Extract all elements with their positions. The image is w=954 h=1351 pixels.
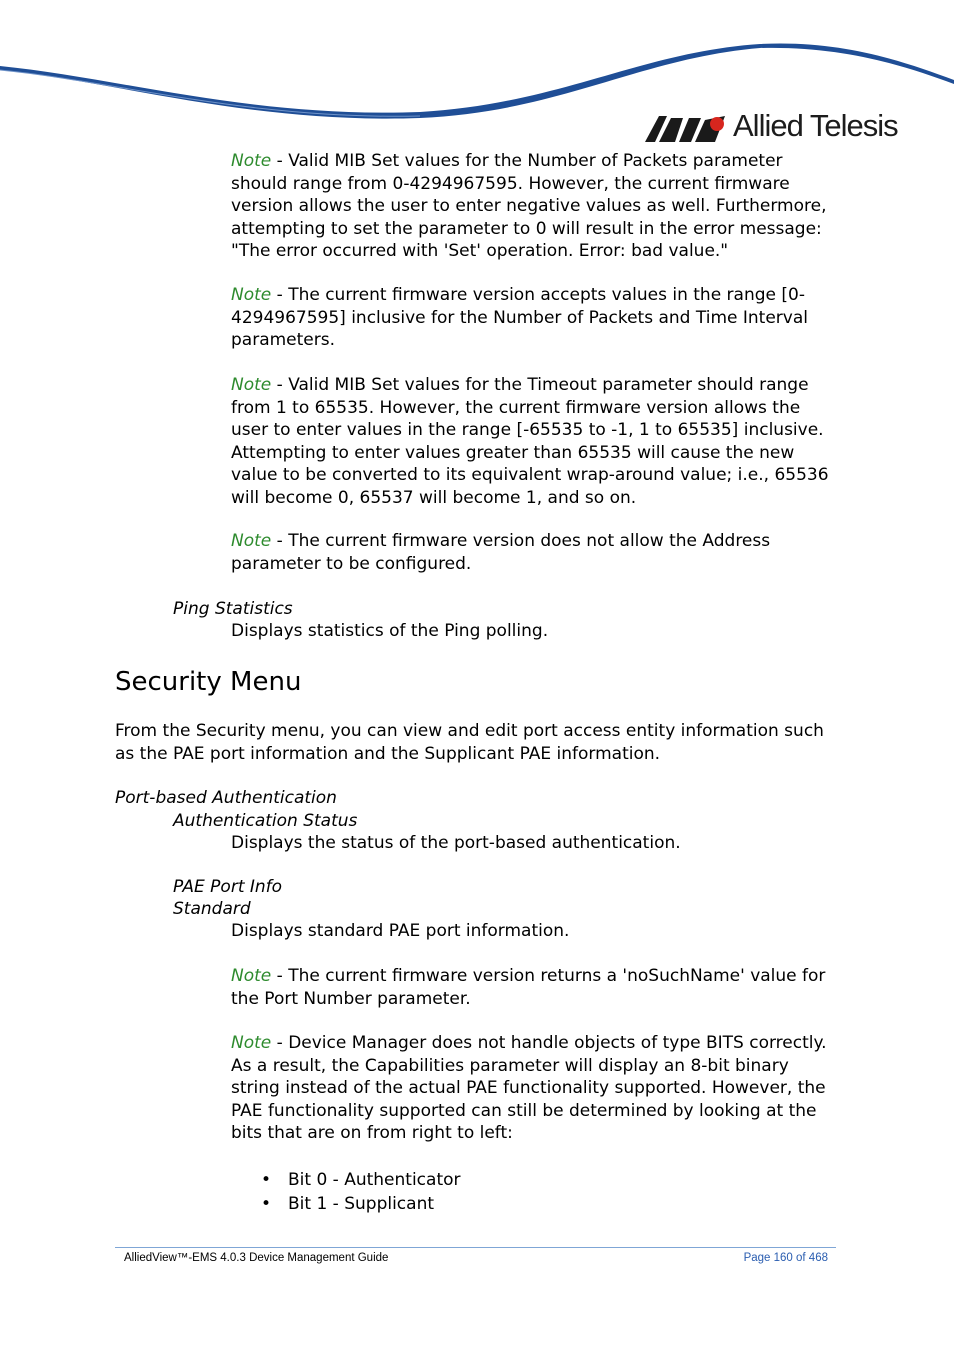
pae-port-info-title: PAE Port Info: [173, 877, 283, 897]
allied-telesis-logo: [645, 108, 905, 148]
note-text: - Valid MIB Set values for the Number of Packets parameter should range from 0-4294967595. However, the current firmware version allows the user to enter negative values as well. Furthermore, attempting to set the parameter to 0 will result in the error message: "The error occurred with 'Set' operation. Error: bad value.": [231, 151, 827, 262]
page-number: Page 160 of 468: [743, 1252, 828, 1264]
list-item: [261, 1192, 461, 1216]
logo-mark-icon: [645, 112, 727, 144]
logo-text: Allied Telesis: [733, 108, 898, 143]
auth-status-title: Authentication Status: [173, 811, 358, 831]
footer-title: AlliedView™-EMS 4.0.3 Device Management Guide: [124, 1252, 389, 1264]
note-address: [231, 530, 836, 575]
note-label: Note: [231, 1033, 272, 1053]
note-text: - The current firmware version returns a 'noSuchName' value for the Port Number parameter.: [231, 966, 826, 1009]
note-number-of-packets: [231, 150, 836, 263]
section-heading: Security Menu: [115, 667, 302, 697]
footer-divider: [115, 1247, 836, 1248]
ping-statistics-title: Ping Statistics: [173, 599, 293, 619]
note-firmware-range: [231, 284, 836, 352]
note-label: Note: [231, 285, 272, 305]
note-timeout: [231, 374, 836, 510]
note-label: Note: [231, 531, 272, 551]
note-label: Note: [231, 375, 272, 395]
standard-desc: Displays standard PAE port information.: [231, 921, 570, 941]
note-label: Note: [231, 151, 272, 171]
ping-statistics-desc: Displays statistics of the Ping polling.: [231, 621, 549, 641]
bits-list: [261, 1168, 461, 1216]
note-port-number: [231, 965, 836, 1010]
bullet-icon: •: [261, 1170, 272, 1190]
note-text: - Valid MIB Set values for the Timeout parameter should range from 1 to 65535. However, the current firmware version allows the user to enter values in the range [-65535 to -1, 1 to 65535] inclusive. Attempting to enter values greater than 65535 will cause the new value to be converted to its equivalent wrap-around value; i.e., 65536 will become 0, 65537 will become 1, and so on.: [231, 375, 829, 508]
port-based-auth-title: Port-based Authentication: [115, 788, 337, 808]
note-text: - The current firmware version accepts values in the range [0-4294967595] inclusive for the Number of Packets and Time Interval parameters.: [231, 285, 808, 351]
list-item-text: Bit 1 - Supplicant: [288, 1194, 435, 1214]
list-item-text: Bit 0 - Authenticator: [288, 1170, 461, 1190]
note-label: Note: [231, 966, 272, 986]
standard-title: Standard: [173, 899, 251, 919]
note-text: - The current firmware version does not allow the Address parameter to be configured.: [231, 531, 771, 574]
auth-status-desc: Displays the status of the port-based authentication.: [231, 833, 681, 853]
note-bits: [231, 1032, 836, 1145]
security-intro: From the Security menu, you can view and edit port access entity information such as the PAE port information and the Supplicant PAE information.: [115, 721, 824, 764]
bullet-icon: •: [261, 1194, 272, 1214]
list-item: [261, 1168, 461, 1192]
note-text: - Device Manager does not handle objects of type BITS correctly. As a result, the Capabilities parameter will display an 8-bit binary string instead of the actual PAE functionality supported. However, the PAE functionality supported can still be determined by looking at the bits that are on from right to left:: [231, 1033, 827, 1144]
